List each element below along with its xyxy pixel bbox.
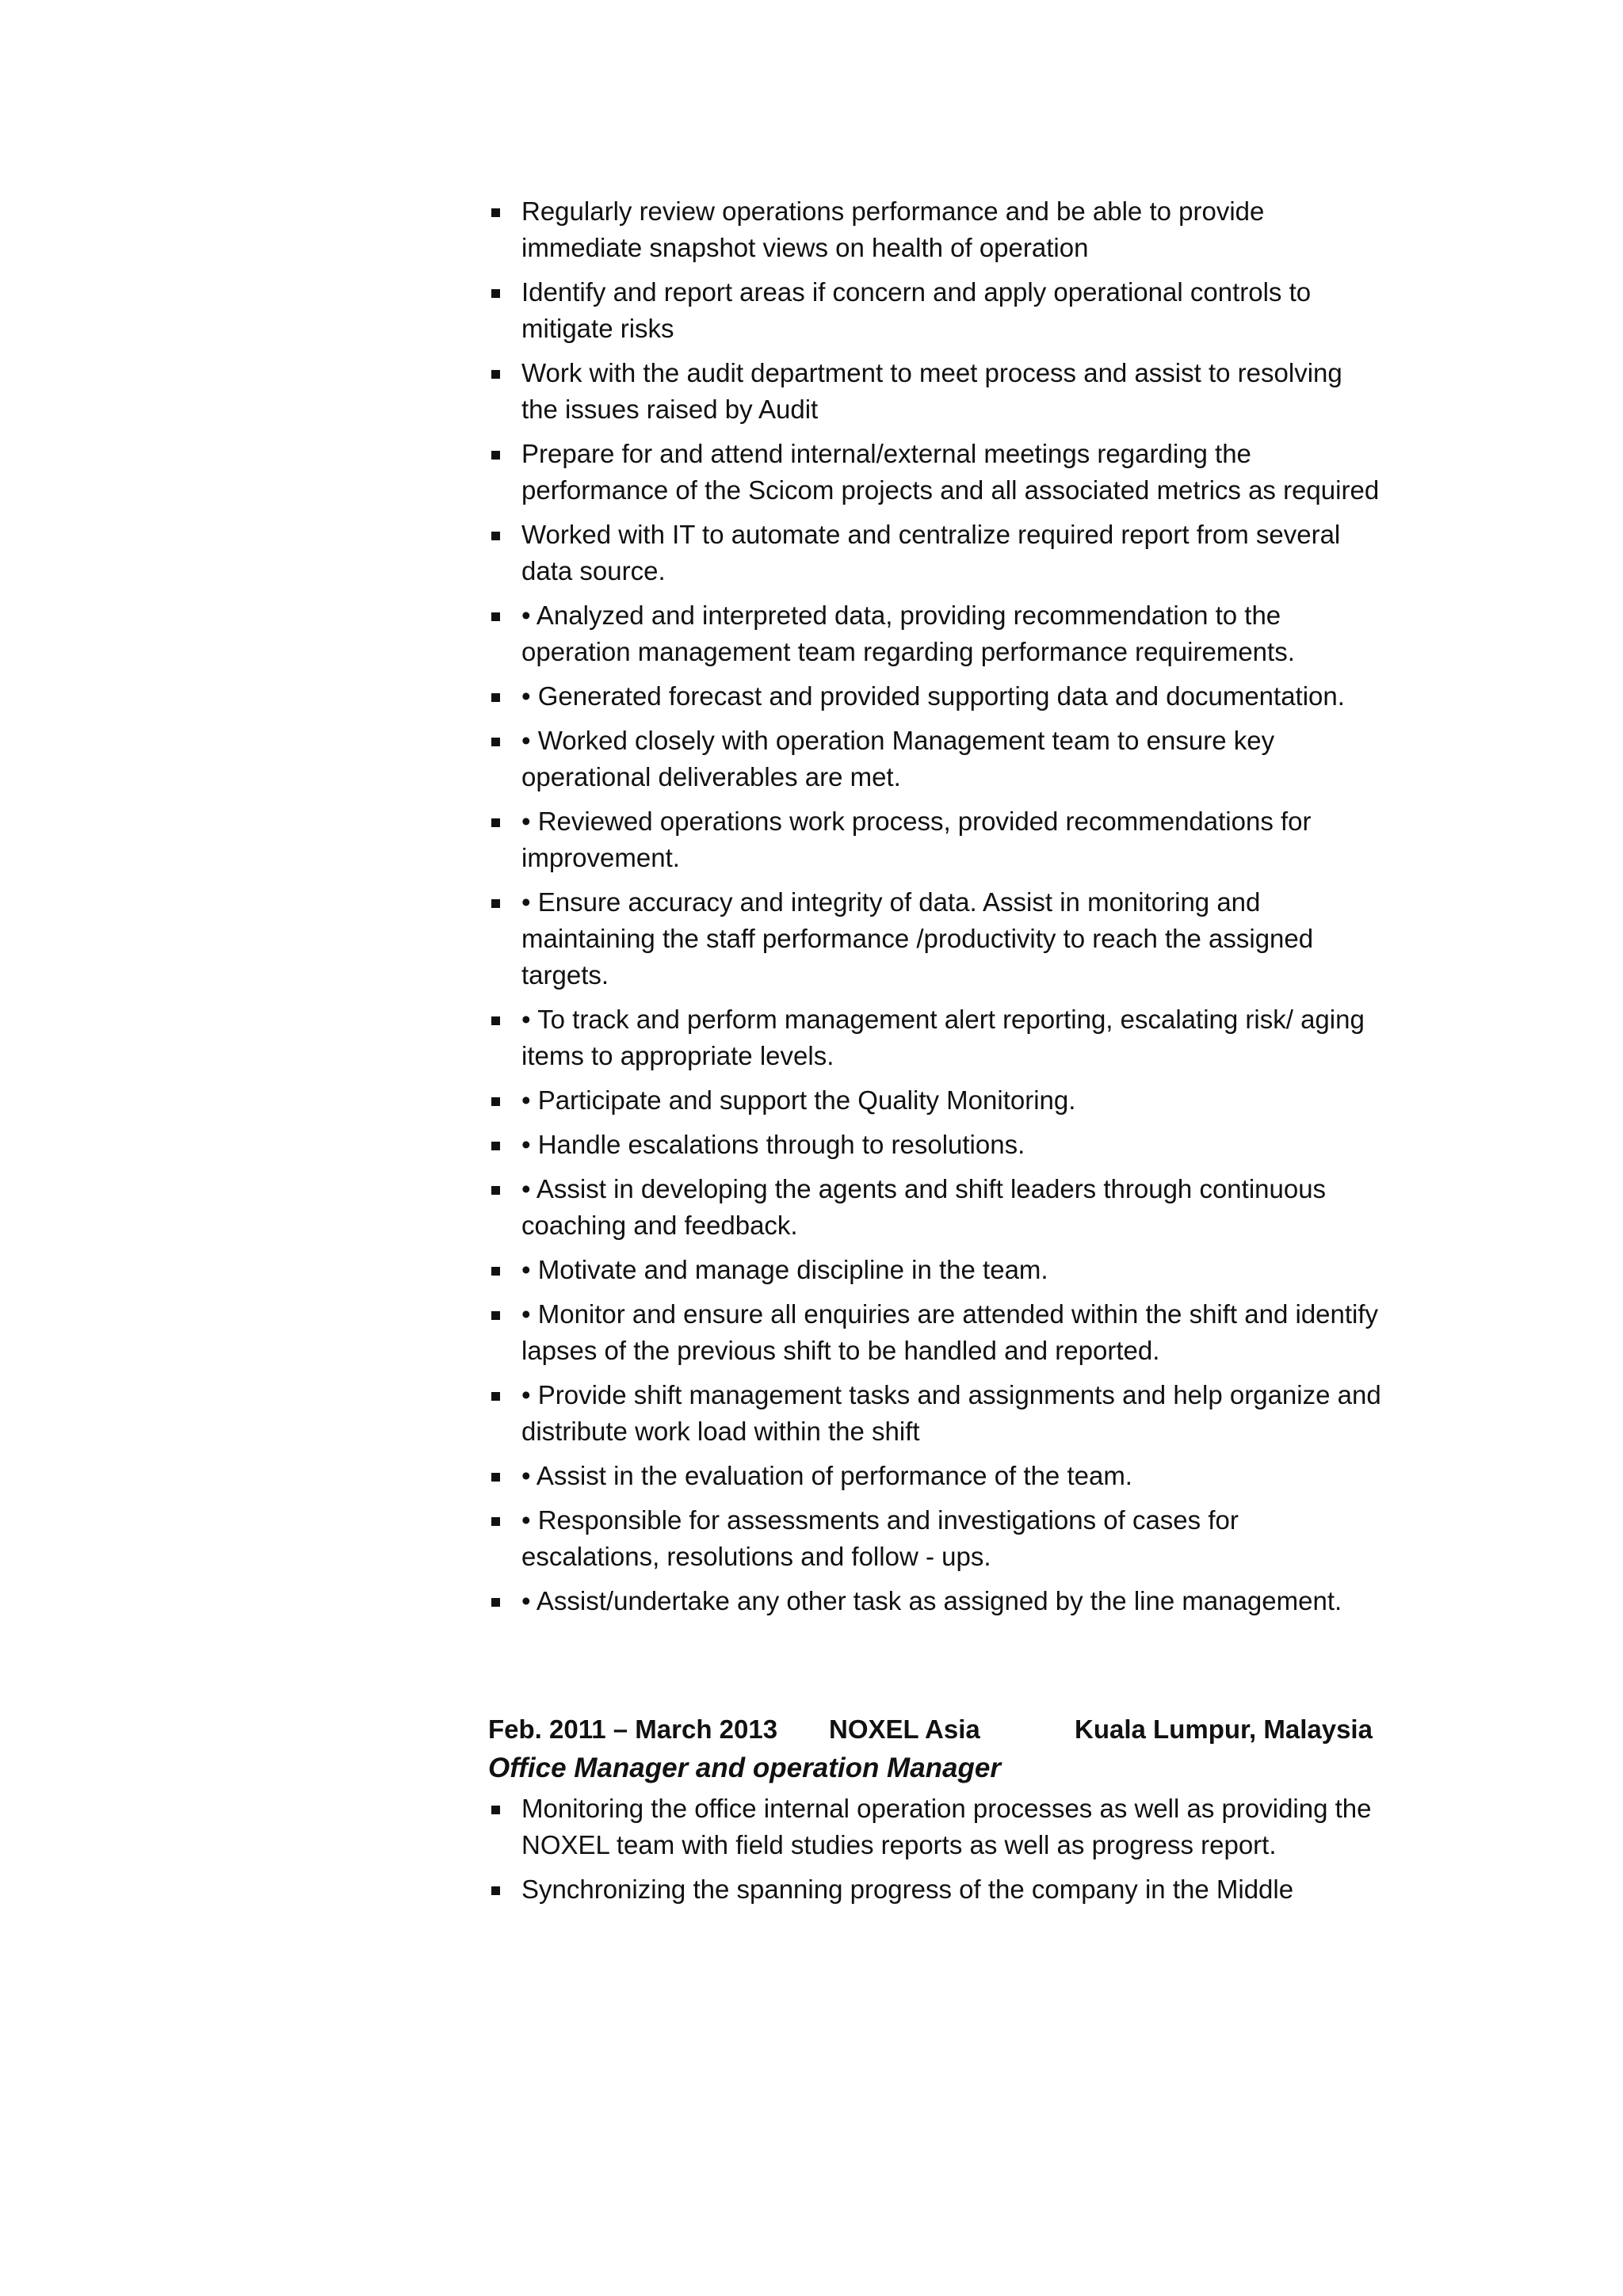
square-bullet-icon <box>491 1886 500 1895</box>
list-item-text: Monitoring the office internal operation processes as well as providing the NOXEL team with field studies reports as well as progress report. <box>521 1794 1372 1859</box>
job-title: Office Manager and operation Manager <box>488 1753 1001 1783</box>
square-bullet-icon <box>491 738 500 746</box>
square-bullet-icon <box>491 612 500 621</box>
job-header <box>488 1711 1384 1748</box>
square-bullet-icon <box>491 1392 500 1401</box>
list-item <box>488 1171 1384 1244</box>
list-item <box>488 1127 1384 1163</box>
list-item-text: • Assist in the evaluation of performance of the team. <box>521 1461 1132 1490</box>
list-item-text: • Provide shift management tasks and assignments and help organize and distribute work load within the shift <box>521 1380 1381 1446</box>
list-item-text: • Ensure accuracy and integrity of data. Assist in monitoring and maintaining the staff performance /productivity to reach the assigned targets. <box>521 887 1314 990</box>
square-bullet-icon <box>491 1142 500 1150</box>
responsibilities-list <box>488 193 1384 1619</box>
job-location: Kuala Lumpur, Malaysia <box>1075 1714 1373 1744</box>
list-item-text: Worked with IT to automate and centralize required report from several data source. <box>521 520 1341 585</box>
square-bullet-icon <box>491 1517 500 1526</box>
list-item-text: • Generated forecast and provided supporting data and documentation. <box>521 681 1345 711</box>
list-item-text: • Motivate and manage discipline in the team. <box>521 1255 1048 1284</box>
square-bullet-icon <box>491 1311 500 1320</box>
list-item <box>488 517 1384 589</box>
list-item-text: • Participate and support the Quality Monitoring. <box>521 1085 1076 1115</box>
list-item-text: • Handle escalations through to resolutions. <box>521 1130 1025 1159</box>
list-item <box>488 723 1384 795</box>
square-bullet-icon <box>491 1186 500 1195</box>
square-bullet-icon <box>491 451 500 460</box>
list-item-text: Regularly review operations performance and be able to provide immediate snapshot views on health of operation <box>521 196 1265 262</box>
list-item <box>488 436 1384 509</box>
list-item-text: Synchronizing the spanning progress of the company in the Middle <box>521 1875 1294 1904</box>
list-item <box>488 1001 1384 1074</box>
list-item <box>488 678 1384 715</box>
list-item <box>488 1252 1384 1288</box>
square-bullet-icon <box>491 818 500 827</box>
list-item <box>488 1871 1384 1908</box>
list-item <box>488 884 1384 994</box>
list-item <box>488 1296 1384 1369</box>
square-bullet-icon <box>491 1016 500 1025</box>
list-item-text: • Reviewed operations work process, provided recommendations for improvement. <box>521 807 1312 872</box>
square-bullet-icon <box>491 693 500 702</box>
square-bullet-icon <box>491 1473 500 1482</box>
list-item-text: • Assist in developing the agents and shift leaders through continuous coaching and feedback. <box>521 1174 1327 1240</box>
list-item-text: • Analyzed and interpreted data, providing recommendation to the operation management team regarding performance requirements. <box>521 601 1295 666</box>
square-bullet-icon <box>491 1598 500 1607</box>
square-bullet-icon <box>491 899 500 908</box>
list-item-text: Work with the audit department to meet process and assist to resolving the issues raised by Audit <box>521 358 1342 424</box>
square-bullet-icon <box>491 1097 500 1106</box>
job-company: NOXEL Asia <box>829 1714 980 1744</box>
square-bullet-icon <box>491 1267 500 1276</box>
list-item-text: Prepare for and attend internal/external meetings regarding the performance of the Scicom projects and all associated metrics as required <box>521 439 1380 505</box>
list-item <box>488 803 1384 876</box>
square-bullet-icon <box>491 289 500 298</box>
list-item-text: • Assist/undertake any other task as assigned by the line management. <box>521 1586 1342 1615</box>
list-item <box>488 1458 1384 1494</box>
list-item-text: • To track and perform management alert reporting, escalating risk/ aging items to appropriate levels. <box>521 1005 1365 1070</box>
list-item <box>488 1082 1384 1119</box>
square-bullet-icon <box>491 532 500 540</box>
list-item <box>488 597 1384 670</box>
square-bullet-icon <box>491 1806 500 1814</box>
list-item <box>488 193 1384 266</box>
list-item-text: Identify and report areas if concern and apply operational controls to mitigate risks <box>521 277 1312 343</box>
job-dates: Feb. 2011 – March 2013 <box>488 1714 778 1744</box>
list-item <box>488 1377 1384 1450</box>
square-bullet-icon <box>491 370 500 379</box>
list-item <box>488 274 1384 347</box>
resume-page <box>488 193 1384 1916</box>
list-item-text: • Worked closely with operation Management team to ensure key operational deliverables are met. <box>521 726 1275 791</box>
list-item-text: • Monitor and ensure all enquiries are attended within the shift and identify lapses of the previous shift to be handled and reported. <box>521 1299 1379 1365</box>
list-item <box>488 1791 1384 1863</box>
list-item <box>488 355 1384 428</box>
square-bullet-icon <box>491 208 500 217</box>
list-item-text: • Responsible for assessments and investigations of cases for escalations, resolutions and follow - ups. <box>521 1505 1239 1571</box>
job-duties-list <box>488 1791 1384 1908</box>
list-item <box>488 1502 1384 1575</box>
list-item <box>488 1583 1384 1619</box>
